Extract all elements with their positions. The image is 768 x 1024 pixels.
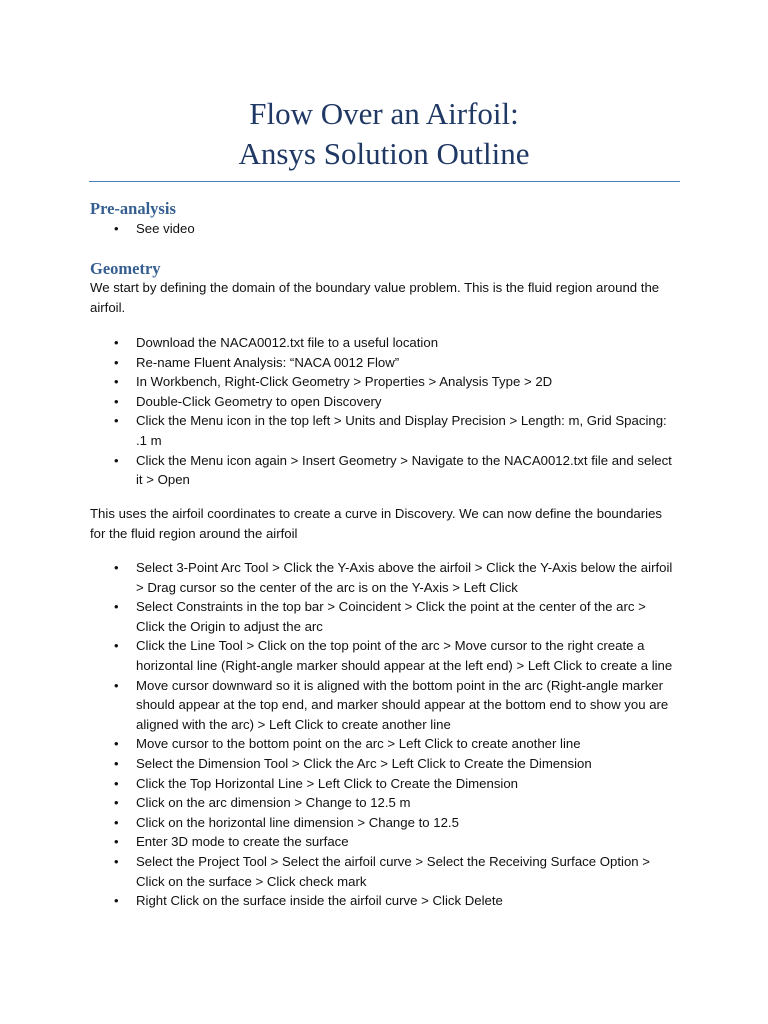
list-item-text: Double-Click Geometry to open Discovery (136, 393, 382, 409)
list-item-text: Select the Project Tool > Select the airfoil curve > Select the Receiving Surface Option > Click on the surface > Click check mark (136, 853, 650, 889)
list-item-text: Click on the arc dimension > Change to 12.5 m (136, 795, 411, 811)
list-item (0, 219, 676, 239)
list-item (0, 754, 676, 774)
list-item-text: Right Click on the surface inside the airfoil curve > Click Delete (136, 893, 503, 909)
title-divider (89, 181, 680, 182)
list-item-text: Enter 3D mode to create the surface (136, 834, 349, 850)
list-item-text: Select the Dimension Tool > Click the Arc > Left Click to Create the Dimension (136, 755, 592, 771)
bullet-icon: • (114, 560, 119, 575)
list-item-text: See video (136, 221, 195, 236)
list-item-text: Move cursor to the bottom point on the arc > Left Click to create another line (136, 736, 581, 752)
list-item-text: Select Constraints in the top bar > Coincident > Click the point at the center of the arc > Click the Origin to adjust the arc (136, 599, 646, 634)
list-item (0, 636, 676, 675)
bullet-icon: • (114, 795, 119, 811)
list-item (0, 676, 676, 735)
geometry-boundary-list (0, 558, 768, 911)
list-item-text: Click on the horizontal line dimension > Change to 12.5 (136, 814, 459, 830)
list-item (0, 411, 676, 450)
list-item (0, 372, 676, 392)
bullet-icon: • (114, 221, 119, 236)
list-item (0, 333, 676, 353)
list-item (0, 793, 676, 813)
list-item-text: Click the Menu icon in the top left > Units and Display Precision > Length: m, Grid Spacing: .1 m (136, 413, 667, 448)
bullet-icon: • (114, 834, 119, 850)
list-item-text: Click the Top Horizontal Line > Left Click to Create the Dimension (136, 775, 519, 791)
bullet-icon: • (114, 736, 119, 752)
pre-analysis-list (0, 219, 768, 239)
bullet-icon: • (114, 413, 119, 429)
geometry-middle-paragraph: This uses the airfoil coordinates to create a curve in Discovery. We can now define the boundaries for the fluid region around the airfoil (90, 506, 663, 541)
list-item (0, 353, 676, 373)
section-heading-pre-analysis: Pre-analysis (90, 199, 176, 218)
bullet-icon: • (114, 374, 119, 390)
section-heading-geometry: Geometry (90, 259, 161, 278)
list-item (0, 832, 676, 852)
document-title-line-2: Ansys Solution Outline (238, 136, 530, 171)
geometry-intro-paragraph: We start by defining the domain of the boundary value problem. This is the fluid region around the airfoil. (90, 280, 660, 315)
bullet-icon: • (114, 755, 119, 771)
list-item (0, 451, 676, 490)
bullet-icon: • (114, 814, 119, 830)
list-item-text: In Workbench, Right-Click Geometry > Properties > Analysis Type > 2D (136, 374, 553, 390)
bullet-icon: • (114, 638, 119, 654)
bullet-icon: • (114, 775, 119, 791)
bullet-icon: • (114, 452, 119, 468)
list-item-text: Select 3-Point Arc Tool > Click the Y-Axis above the airfoil > Click the Y-Axis below the airfoil > Drag cursor so the center of the arc is on the Y-Axis > Left Click (136, 560, 673, 595)
list-item (0, 558, 676, 597)
list-item (0, 774, 676, 794)
list-item (0, 852, 676, 891)
list-item (0, 392, 676, 412)
bullet-icon: • (114, 893, 119, 909)
list-item (0, 813, 676, 833)
list-item-text: Click the Menu icon again > Insert Geometry > Navigate to the NACA0012.txt file and select it > Open (136, 452, 672, 488)
list-item-text: Re-name Fluent Analysis: “NACA 0012 Flow” (136, 354, 400, 370)
list-item-text: Click the Line Tool > Click on the top point of the arc > Move cursor to the right create a horizontal line (Right-angle marker should appear at the left end) > Left Click to create a line (136, 638, 673, 673)
bullet-icon: • (114, 599, 119, 615)
bullet-icon: • (114, 335, 119, 350)
list-item (0, 734, 676, 754)
list-item-text: Move cursor downward so it is aligned with the bottom point in the arc (Right-angle marker should appear at the top end, and marker should appear at the bottom end to show you are aligned with the arc) > Left Click to create another line (136, 677, 669, 732)
bullet-icon: • (114, 677, 119, 693)
bullet-icon: • (114, 354, 119, 370)
bullet-icon: • (114, 853, 119, 869)
list-item-text: Download the NACA0012.txt file to a useful location (136, 335, 439, 350)
geometry-setup-list (0, 333, 768, 490)
list-item (0, 891, 676, 911)
document-title-line-1: Flow Over an Airfoil: (249, 96, 519, 131)
list-item (0, 597, 676, 636)
bullet-icon: • (114, 393, 119, 409)
